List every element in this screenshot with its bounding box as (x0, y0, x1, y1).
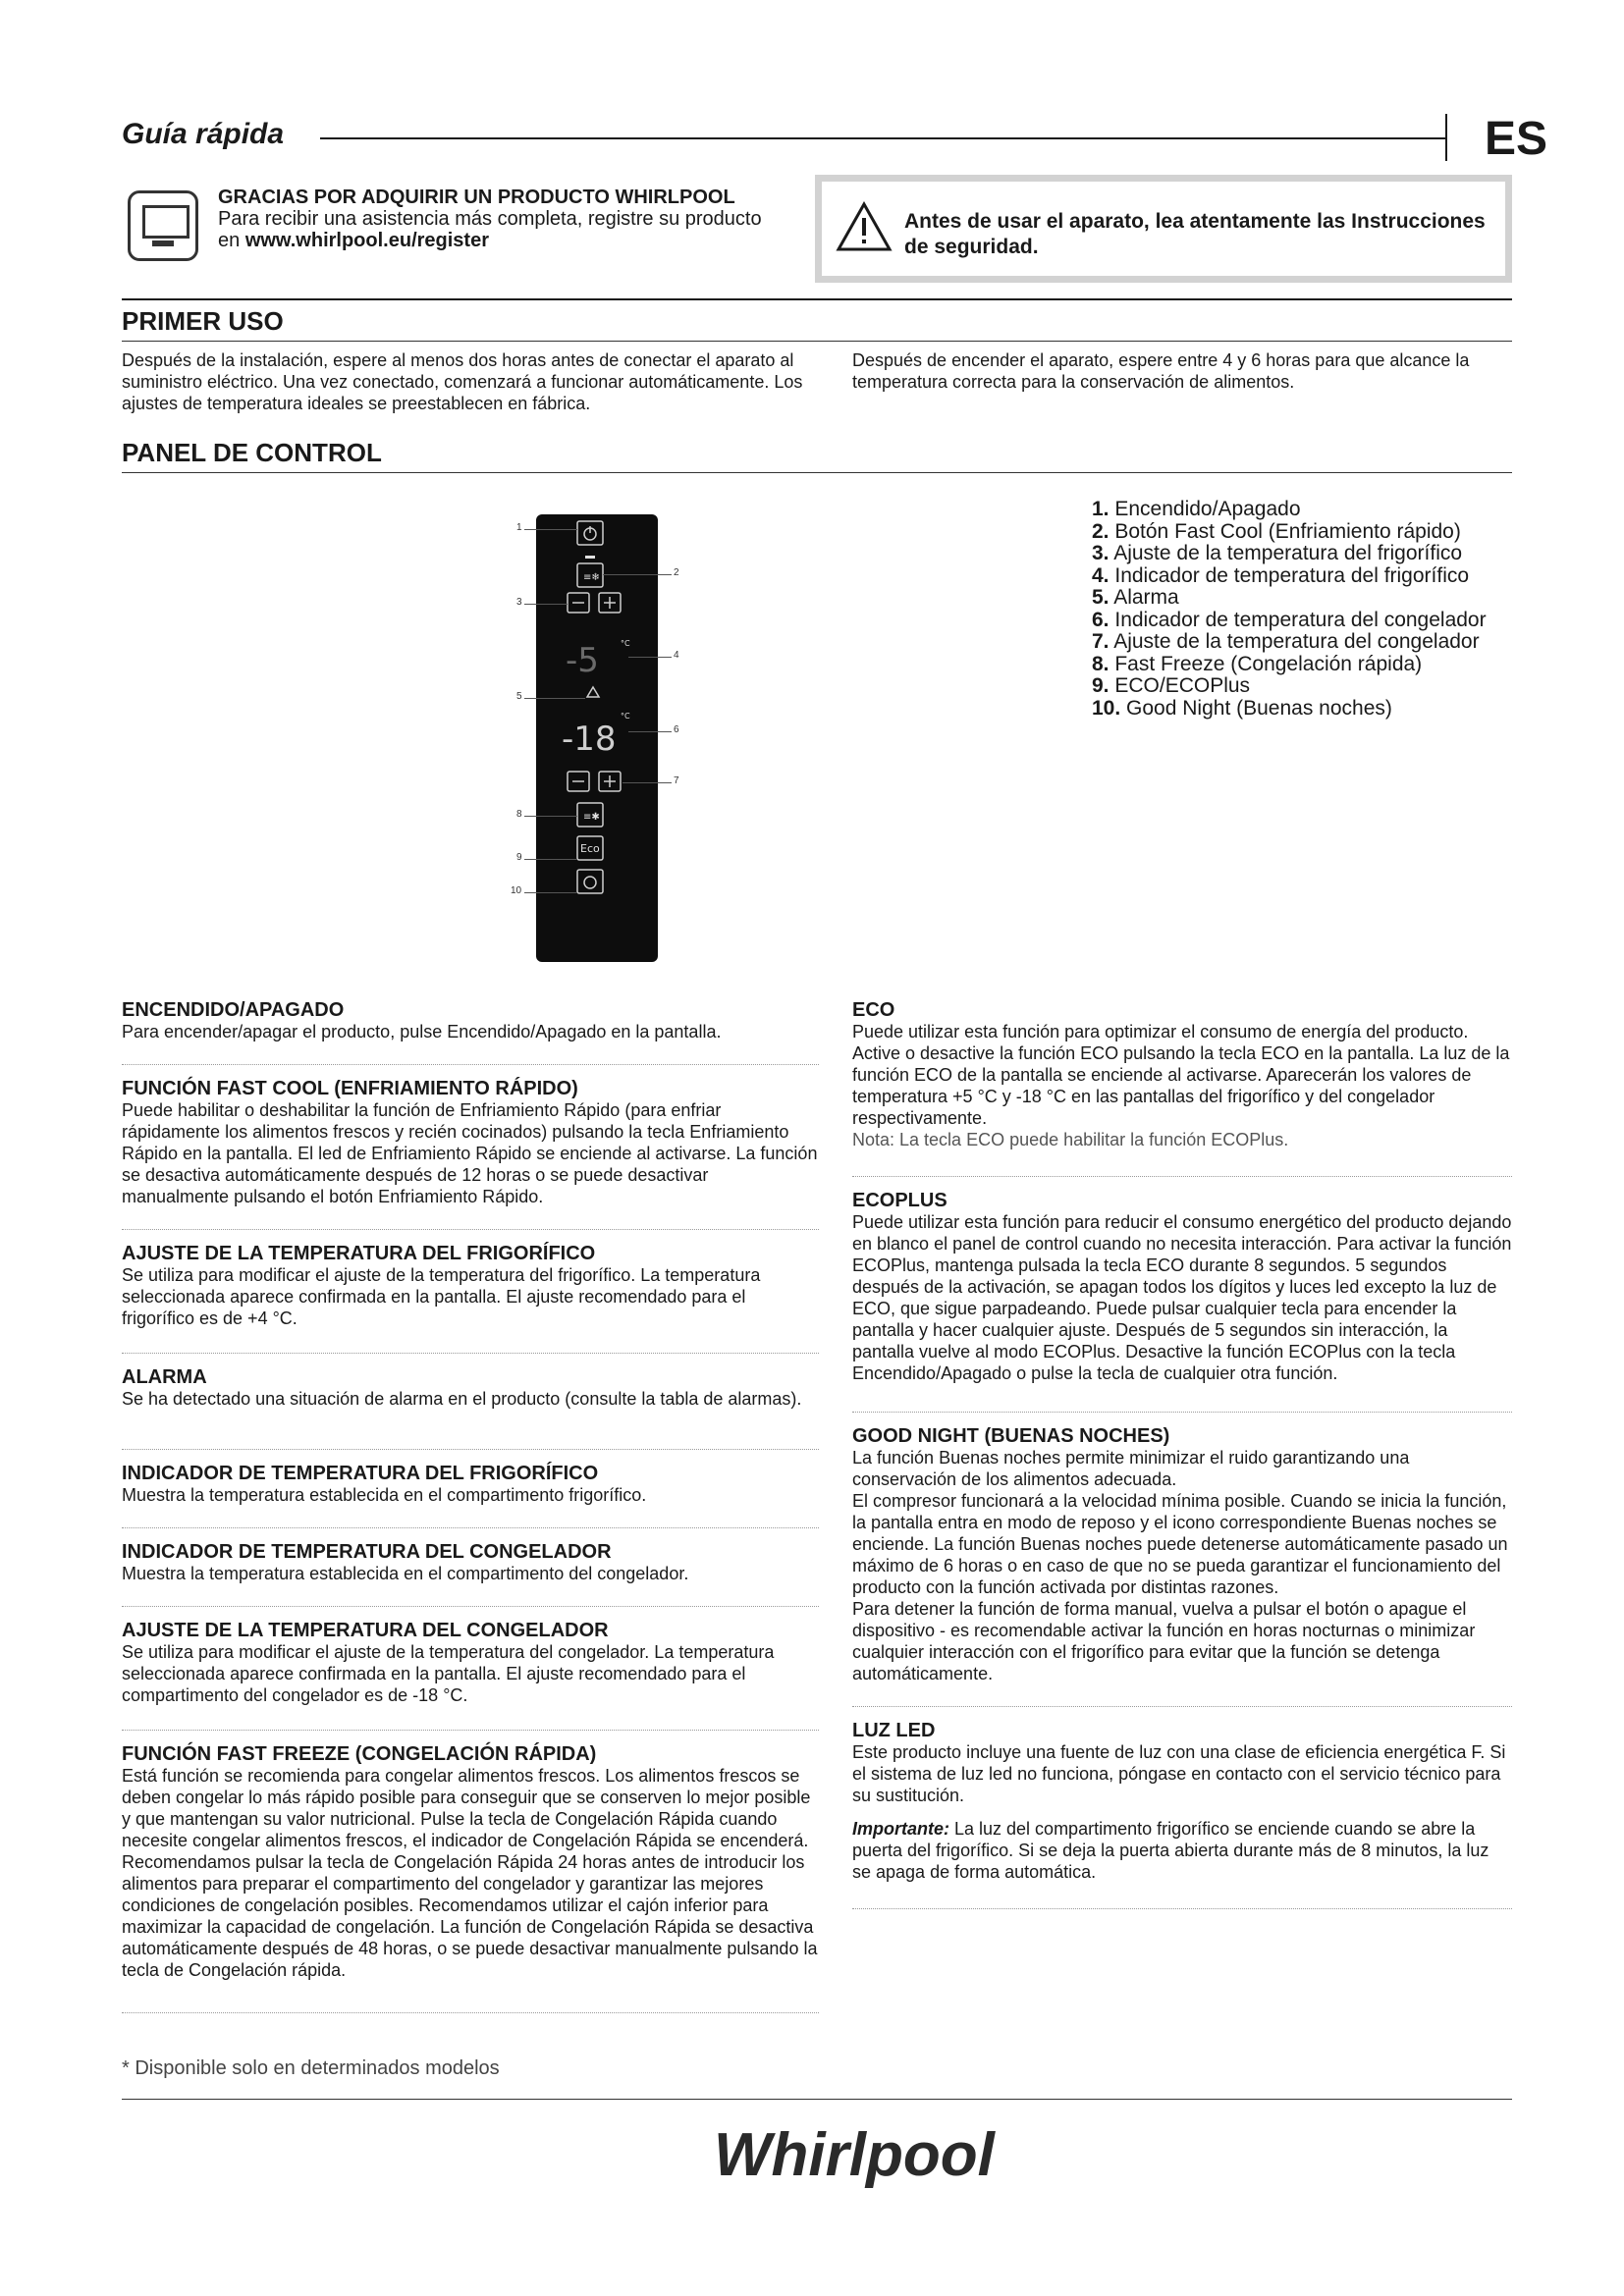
callout-line (524, 816, 577, 817)
register-text (218, 208, 768, 251)
register-block (218, 187, 768, 251)
important-label: Importante: (852, 1819, 949, 1839)
fridge-unit: °C (621, 639, 630, 648)
legend-item: 5. Alarma (1092, 586, 1179, 609)
monitor-icon (128, 190, 198, 261)
warning-triangle-icon (836, 201, 893, 252)
svg-text:≡✱: ≡✱ (583, 812, 600, 823)
section-body: Puede utilizar esta función para reducir el consumo energético del producto dejando en blanco el panel de control cuando no necesita interacción. Para activar la función ECOPlus, mantenga pulsada la tecla ECO durante 8 segundos. 5 segundos después de la activación, se apagan todos los dígitos y luces led excepto la luz de ECO, que sigue parpadeando. Puede pulsar cualquier tecla para encender la pantalla y hacer cualquier ajuste. Después de 5 segundos sin interacción, la pantalla vuelve al modo ECOPlus. Desactive la función ECOPlus con la tecla Encendido/Apagado o pulse la tecla de cualquier otra función. (852, 1212, 1512, 1383)
section-good-night (852, 1425, 1512, 1684)
panel-title: PANEL DE CONTROL (122, 438, 382, 467)
header-rule (320, 137, 1445, 139)
dotted-divider (122, 1730, 819, 1731)
callout-line (524, 859, 577, 860)
section-title: ECO (852, 999, 895, 1021)
section-body-3: Para detener la función de forma manual, vuelva a pulsar el botón o apague el dispositivo - es recomendable activar la función en horas nocturnas o minimizar cualquier interacción con el frigorífico para evitar que la función se detenga automáticamente. (852, 1599, 1476, 1683)
section-body: Muestra la temperatura establecida en el compartimento del congelador. (122, 1564, 689, 1583)
callout-5: 5 (516, 691, 522, 702)
header-divider (1445, 114, 1447, 161)
legend-item: 10. Good Night (Buenas noches) (1092, 696, 1392, 720)
callout-line (524, 698, 585, 699)
section-body: Se ha detectado una situación de alarma en el producto (consulte la tabla de alarmas). (122, 1389, 802, 1409)
callout-7: 7 (674, 775, 679, 786)
section-body: Muestra la temperatura establecida en el compartimento frigorífico. (122, 1485, 647, 1505)
section-body: La función Buenas noches permite minimizar el ruido garantizando una conservación de los alimentos adecuada. (852, 1448, 1410, 1489)
dotted-divider (122, 1606, 819, 1607)
page-title: Guía rápida (122, 118, 285, 150)
dotted-divider (122, 1064, 819, 1065)
whirlpool-logo: Whirlpool (714, 2121, 995, 2189)
section-eco (852, 999, 1512, 1150)
warning-text: Antes de usar el aparato, lea atentamente las Instrucciones de seguridad. (904, 210, 1486, 258)
section-title: ECOPLUS (852, 1190, 947, 1211)
callout-line (628, 731, 672, 732)
dotted-divider (852, 1176, 1512, 1177)
section-indicador-frigorifico (122, 1463, 819, 1506)
section-body-2: El compresor funcionará a la velocidad mínima posible. Cuando se inicia la función, la pantalla entra en modo de reposo y el icono correspondiente Buenas noches se enciende. La función Buenas noches puede detenerse automáticamente pasado un máximo de 6 horas o en caso de que no se pueda garantizar el funcionamiento del producto con la función activada por distintas razones. (852, 1491, 1508, 1597)
section-alarma (122, 1366, 819, 1410)
callout-9: 9 (516, 852, 522, 863)
section-body: Está función se recomienda para congelar alimentos frescos. Los alimentos frescos se deben congelar lo más rápido posible para conseguir que se conserven lo mejor posible y que mantengan su valor nutricional. Pulse la tecla de Congelación Rápida cuando necesite congelar alimentos frescos, el indicador de Congelación Rápida se encenderá. Recomendamos pulsar la tecla de Congelación Rápida 24 horas antes de introducir los alimentos para preparar el compartimento del congelador y garantizar las mejores condiciones de congelación posibles. Recomendamos utilizar el cajón inferior para maximizar la capacidad de congelación. La función de Congelación Rápida se desactiva automáticamente después de 48 horas, o se puede desactivar manualmente pulsando la tecla de Congelación rápida. (122, 1766, 818, 1980)
svg-text:≡❄: ≡❄ (583, 572, 600, 583)
primer-uso-right: Después de encender el aparato, espere entre 4 y 6 horas para que alcance la temperatura correcta para la conservación de alimentos. (852, 350, 1470, 392)
dotted-divider (122, 2012, 819, 2013)
good-night-button (577, 870, 603, 893)
section-body: Se utiliza para modificar el ajuste de la temperatura del frigorífico. La temperatura seleccionada aparece confirmada en la pantalla. El ajuste recomendado para el frigorífico es de +4 °C. (122, 1265, 761, 1328)
callout-10: 10 (511, 885, 522, 896)
legend-item: 2. Botón Fast Cool (Enfriamiento rápido) (1092, 519, 1461, 543)
callout-2: 2 (674, 567, 679, 578)
dotted-divider (122, 1527, 819, 1528)
legend-item: 9. ECO/ECOPlus (1092, 674, 1251, 697)
section-title: AJUSTE DE LA TEMPERATURA DEL FRIGORÍFICO (122, 1243, 596, 1264)
register-link[interactable]: www.whirlpool.eu/register (244, 230, 489, 251)
dotted-divider (852, 1706, 1512, 1707)
section-rule (122, 298, 1512, 300)
section-fast-cool (122, 1078, 819, 1207)
legend-item: 8. Fast Freeze (Congelación rápida) (1092, 652, 1423, 675)
section-indicador-congelador (122, 1541, 819, 1584)
callout-line (623, 782, 672, 783)
section-title: INDICADOR DE TEMPERATURA DEL FRIGORÍFICO (122, 1463, 599, 1484)
control-panel-drawing (536, 514, 658, 962)
footnote: * Disponible solo en determinados modelos (122, 2057, 500, 2079)
callout-6: 6 (674, 724, 679, 735)
language-code: ES (1485, 113, 1548, 165)
dotted-divider (122, 1353, 819, 1354)
panel-rule (122, 472, 1512, 473)
primer-uso-rule (122, 341, 1512, 342)
section-title: FUNCIÓN FAST FREEZE (CONGELACIÓN RÁPIDA) (122, 1743, 597, 1765)
section-body: Puede habilitar o deshabilitar la función de Enfriamiento Rápido (para enfriar rápidamente los alimentos frescos y recién cocinados) pulsando la tecla Enfriamiento Rápido en la pantalla. El led de Enfriamiento Rápido se enciende al activarse. La función se desactiva automáticamente después de 12 horas o se puede desactivar manualmente pulsando el botón Enfriamiento Rápido. (122, 1100, 818, 1206)
control-panel-illustration (536, 514, 658, 962)
register-line: Para recibir una asistencia más completa, registre su producto en (218, 208, 762, 251)
section-body: Para encender/apagar el producto, pulse Encendido/Apagado en la pantalla. (122, 1022, 722, 1041)
legend-item: 6. Indicador de temperatura del congelador (1092, 608, 1487, 631)
section-fast-freeze (122, 1743, 819, 1981)
fridge-temp-display: -5 (566, 641, 599, 680)
freezer-unit: °C (621, 712, 630, 721)
section-ajuste-frigorifico (122, 1243, 819, 1329)
dotted-divider (852, 1908, 1512, 1909)
section-title: ENCENDIDO/APAGADO (122, 999, 345, 1021)
dotted-divider (122, 1229, 819, 1230)
legend-item: 3. Ajuste de la temperatura del frigorífico (1092, 542, 1463, 564)
section-encendido (122, 999, 848, 1042)
callout-8: 8 (516, 809, 522, 820)
section-ajuste-congelador (122, 1620, 819, 1706)
callout-line (524, 529, 577, 530)
freezer-temp-display: -18 (562, 720, 617, 759)
callout-line (524, 892, 577, 893)
section-title: LUZ LED (852, 1720, 936, 1741)
safety-warning-box (815, 175, 1512, 283)
primer-uso-left: Después de la instalación, espere al menos dos horas antes de conectar el aparato al suministro eléctrico. Una vez conectado, comenzará a funcionar automáticamente. Los ajustes de temperatura ideales se preestablecen en fábrica. (122, 350, 803, 413)
callout-line (603, 574, 672, 575)
callout-4: 4 (674, 650, 679, 661)
footer-rule (122, 2099, 1512, 2100)
callout-3: 3 (516, 597, 522, 608)
section-title: INDICADOR DE TEMPERATURA DEL CONGELADOR (122, 1541, 612, 1563)
callout-line (628, 657, 672, 658)
panel-legend (1092, 499, 1487, 720)
section-body: Se utiliza para modificar el ajuste de la temperatura del congelador. La temperatura seleccionada aparece confirmada en la pantalla. El ajuste recomendado para el compartimento del congelador es de -18 °C. (122, 1642, 775, 1705)
dotted-divider (122, 1449, 819, 1450)
section-luz-led (852, 1720, 1512, 1883)
eco-label: Eco (580, 842, 600, 855)
primer-uso-title: PRIMER USO (122, 306, 284, 336)
section-title: GOOD NIGHT (BUENAS NOCHES) (852, 1425, 1170, 1447)
section-title: ALARMA (122, 1366, 207, 1388)
important-note (852, 1818, 1512, 1883)
callout-1: 1 (516, 522, 522, 533)
section-note: Nota: La tecla ECO puede habilitar la función ECOPlus. (852, 1130, 1289, 1149)
section-title: AJUSTE DE LA TEMPERATURA DEL CONGELADOR (122, 1620, 609, 1641)
legend-item: 7. Ajuste de la temperatura del congelador (1092, 630, 1480, 653)
section-body: Puede utilizar esta función para optimizar el consumo de energía del producto. Active o desactive la función ECO pulsando la tecla ECO en la pantalla. La luz de la función ECO de la pantalla se enciende al activarse. Aparecerán los valores de temperatura +5 °C y -18 °C en las pantallas del frigorífico y del congelador respectivamente. (852, 1022, 1510, 1128)
section-body: Este producto incluye una fuente de luz con una clase de eficiencia energética F. Si el sistema de luz led no funciona, póngase en contacto con el servicio técnico para su sustitución. (852, 1742, 1506, 1805)
section-title: FUNCIÓN FAST COOL (ENFRIAMIENTO RÁPIDO) (122, 1078, 578, 1099)
register-heading: GRACIAS POR ADQUIRIR UN PRODUCTO WHIRLPOOL (218, 187, 735, 208)
section-ecoplus (852, 1190, 1512, 1384)
important-text: La luz del compartimento frigorífico se enciende cuando se abre la puerta del frigorífico. Si se deja la puerta abierta durante más de 8 minutos, la luz se apaga de forma automática. (852, 1819, 1489, 1882)
legend-item: 4. Indicador de temperatura del frigorífico (1092, 563, 1470, 587)
legend-item: 1. Encendido/Apagado (1092, 498, 1301, 520)
alarm-icon (587, 687, 599, 697)
callout-line (524, 604, 568, 605)
dotted-divider (852, 1412, 1512, 1413)
